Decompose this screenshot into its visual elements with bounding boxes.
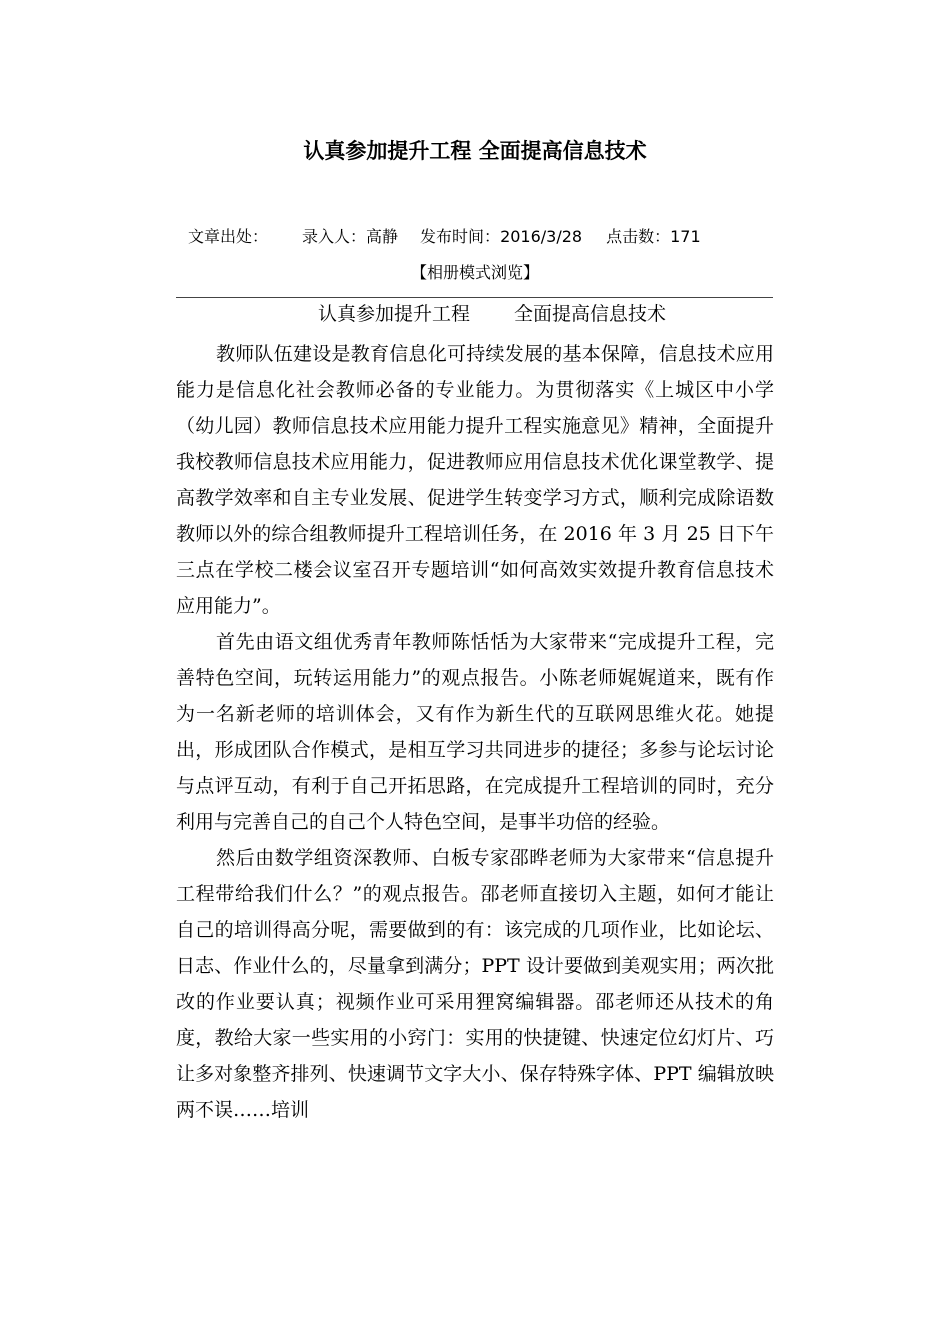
article-meta	[188, 224, 701, 250]
author-label: 录入人：	[302, 227, 367, 246]
paragraph: 首先由语文组优秀青年教师陈恬恬为大家带来“完成提升工程，完善特色空间，玩转运用能力”的观点报告。小陈老师娓娓道来，既有作为一名新老师的培训体会，又有作为新生代的互联网思维火花。她提出，形成团队合作模式，是相互学习共同进步的捷径；多参与论坛讨论与点评互动，有利于自己开拓思路，在完成提升工程培训的同时，充分利用与完善自己的自己个人特色空间，是事半功倍的经验。	[176, 631, 774, 833]
divider	[176, 297, 773, 298]
article-title: 认真参加提升工程 全面提高信息技术	[303, 139, 647, 163]
clicks-value: 171	[670, 227, 701, 246]
date-label: 发布时间：	[420, 227, 501, 246]
subtitle-part-1: 认真参加提升工程	[318, 303, 471, 325]
clicks-label: 点击数：	[606, 227, 671, 246]
date-value: 2016/3/28	[500, 227, 583, 246]
album-mode-link[interactable]: 【相册模式浏览】	[410, 263, 539, 282]
subtitle-part-2: 全面提高信息技术	[514, 303, 667, 325]
paragraph: 教师队伍建设是教育信息化可持续发展的基本保障，信息技术应用能力是信息化社会教师必备的专业能力。为贯彻落实《上城区中小学（幼儿园）教师信息技术应用能力提升工程实施意见》精神，全面提升我校教师信息技术应用能力，促进教师应用信息技术优化课堂教学、提高教学效率和自主专业发展、促进学生转变学习方式，顺利完成除语数教师以外的综合组教师提升工程培训任务，在 2016 年 3 月 25 日下午三点在学校二楼会议室召开专题培训“如何高效实效提升教育信息技术应用能力”。	[176, 343, 774, 617]
source-label: 文章出处：	[188, 227, 269, 246]
author-value: 高静	[366, 227, 399, 246]
paragraph: 然后由数学组资深教师、白板专家邵晔老师为大家带来“信息提升工程带给我们什么？”的观点报告。邵老师直接切入主题，如何才能让自己的培训得高分呢，需要做到的有：该完成的几项作业，比如论坛、日志、作业什么的，尽量拿到满分；PPT 设计要做到美观实用；两次批改的作业要认真；视频作业可采用狸窝编辑器。邵老师还从技术的角度，教给大家一些实用的小窍门：实用的快捷键、快速定位幻灯片、巧让多对象整齐排列、快速调节文字大小、保存特殊字体、PPT 编辑放映两不误……培训	[176, 847, 774, 1121]
article-body	[176, 336, 774, 1128]
